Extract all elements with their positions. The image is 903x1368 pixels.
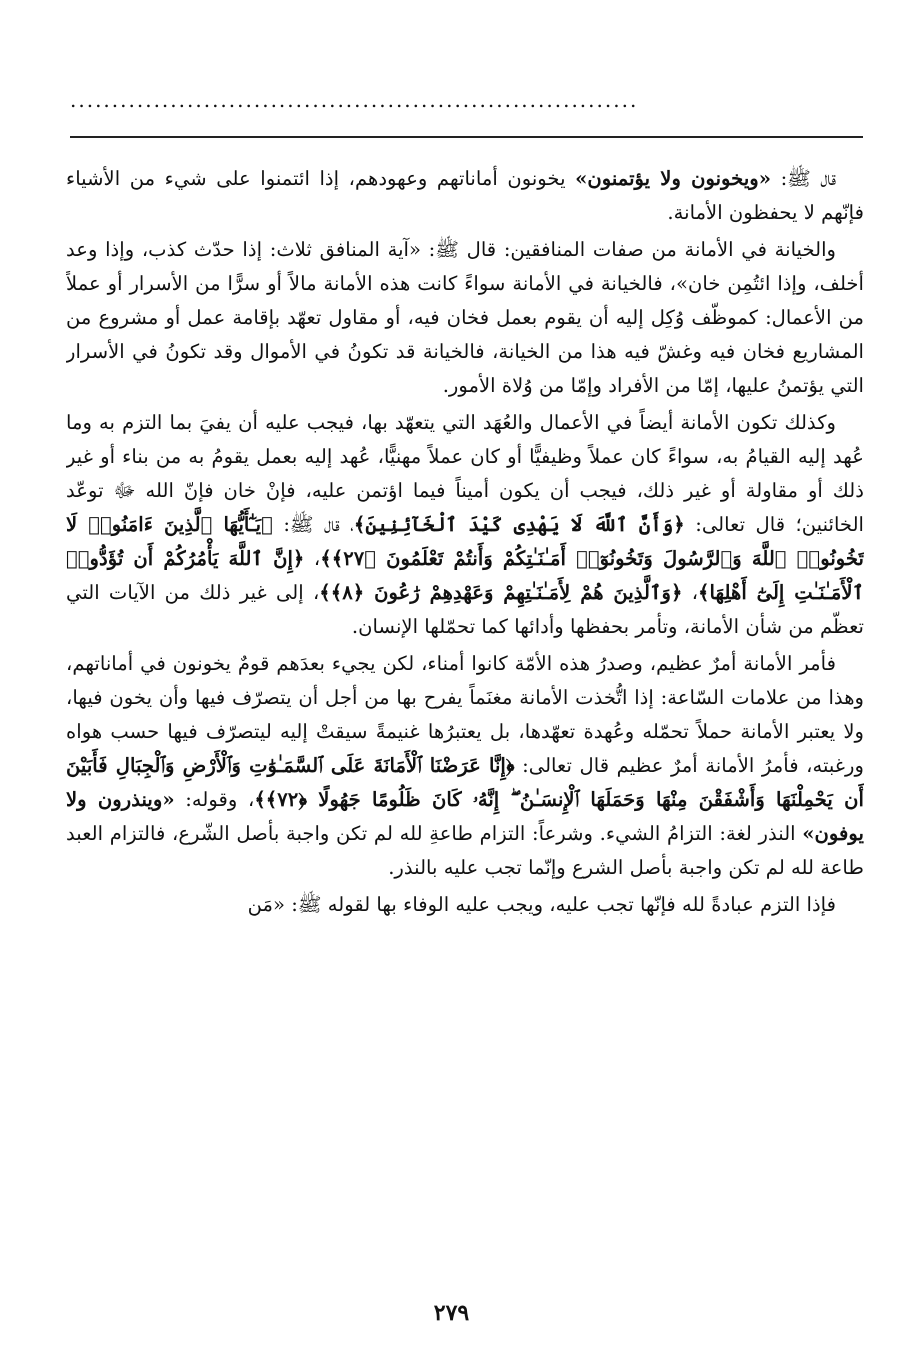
paragraph-5: فإذا التزم عبادةً لله فإنّها تجب عليه، ويجب عليه الوفاء بها لقوله ﷺ: «مَن [247,893,836,916]
quran-verse-3: ﴿إِنَّ ٱللَّهَ يَأْمُرُكُمْ أَن تُؤَدُّوا۟ ٱلْأَمَـٰنَـٰتِ إِلَىٰٓ أَهْلِهَا﴾ [66,547,864,604]
paragraph-3 [66,406,864,644]
paragraph-2: والخيانة في الأمانة من صفات المنافقين: قال ﷺ: «آية المنافق ثلاث: إذا حدّث كذب، وإذا وعد أخلف، وإذا ائتُمِن خان»، فالخيانة في الأمانة سواءً كانت هذه الأمانة مالاً أو سرًّا من الأسرار أو عملاً من الأعمال: كموظّف وُكِل إليه أن يقوم بعمل فخان فيه، أو مقاول تعهّد بإقامة عمل أو مشروع من المشاريع فخان فيه وغشّ فيه هذا من الخيانة، فالخيانة قد تكونُ في الأموال وقد تكونُ في الأسرار التي يؤتمنُ عليها، إمّا من الأفراد وإمّا من وُلاة الأمور. [66,238,864,397]
paragraph-3-sep-2: ، [304,547,321,570]
header-dotted-line: .................................................................... [70,90,639,110]
paragraph-4-rest: النذر لغة: التزامُ الشيء. وشرعاً: التزام طاعةِ لله لم تكن واجبة بأصل الشّرع، فالتزام العبد طاعة لله لم تكن واجبة بأصل الشرع وإنّما تجب عليه بالنذر. [66,822,864,879]
paragraph-4-sep: ، وقوله: [174,788,255,811]
paragraph-3-rest: ، إلى غير ذلك من الآيات التي تعظّم من شأن الأمانة، وتأمر بحفظها وأدائها كما تحمّلها الإنسان. [66,581,864,638]
paragraph-4 [66,647,864,885]
quran-verse-2: ﴿يَـٰٓأَيُّهَا ٱلَّذِينَ ءَامَنُوا۟ لَا تَخُونُوا۟ ٱللَّهَ وَٱلرَّسُولَ وَتَخُونُوٓا۟ أَمَـٰنَـٰتِكُمْ وَأَنتُمْ تَعْلَمُونَ ﴿٢٧﴾﴾ [66,513,864,570]
paragraph-1-intro: قال ﷺ: [771,167,837,190]
page-body [66,162,864,1252]
quran-verse-1: ﴿وَأَنَّ ٱللَّهَ لَا يَهْدِى كَيْدَ ٱلْخَآئِنِينَ﴾ [353,513,685,536]
quran-verse-5: ﴿إِنَّا عَرَضْنَا ٱلْأَمَانَةَ عَلَى ٱلسَّمَـٰوَٰتِ وَٱلْأَرْضِ وَٱلْجِبَالِ فَأَبَيْنَ أَن يَحْمِلْنَهَا وَأَشْفَقْنَ مِنْهَا وَحَمَلَهَا ٱلْإِنسَـٰنُ ۖ إِنَّهُۥ كَانَ ظَلُومًا جَهُولًا ﴿٧٢﴾﴾ [66,754,864,811]
header-rule [70,136,863,138]
quran-verse-4: ﴿وَٱلَّذِينَ هُمْ لِأَمَـٰنَـٰتِهِمْ وَعَهْدِهِمْ رَٰعُونَ ﴿٨﴾﴾ [319,581,683,604]
paragraph-3-sep-1: ، قال ﷺ: [272,513,354,536]
paragraph-4-intro: فأمر الأمانة أمرٌ عظيم، وصدرُ هذه الأمّة كانوا أمناء، لكن يجيء بعدَهم قومٌ يخونون في أماناتهم، وهذا من علامات السّاعة: إذا اتُّخذت الأمانة مغنَماً يفرح بها من أجل أن يتصرّف فيها وأن يخون فيها، ولا يعتبر الأمانة حملاً تحمّله وعُهدة تعهّدها، بل يعتبرُها غنيمةً سيقتْ إليه ليتصرّف فيها حسب هواه ورغبته، فأمرُ الأمانة أمرٌ عظيم قال تعالى: [66,652,864,777]
paragraph-1-rest: يخونون أماناتهم وعهودهم، إذا ائتمنوا على شيء من الأشياء فإنّهم لا يحفظون الأمانة. [66,167,864,224]
paragraph-3-sep-3: ، [682,581,699,604]
hadith-quote: «ويخونون ولا يؤتمنون» [575,167,771,190]
paragraph-1 [66,162,864,230]
hadith-quote-2: «وينذرون ولا يوفون» [66,788,864,845]
page-number: ٢٧٩ [433,1300,470,1326]
paragraph-3-intro: وكذلك تكون الأمانة أيضاً في الأعمال والعُهَد التي يتعهّد بها، فيجب عليه أن يفيَ بما التزم به وما عُهد إليه القيامُ به، سواءً كان عملاً وظيفيًّا أو كان عملاً مهنيًّا، عُهد إليه بعمل يقومُ به من بناء أو غير ذلك أو مقاولة أو غير ذلك، فيجب أن يكون أميناً فيما اؤتمن عليه، فإنْ خان فإنّ الله ﷻ توعّد الخائنين؛ قال تعالى: [66,411,864,536]
